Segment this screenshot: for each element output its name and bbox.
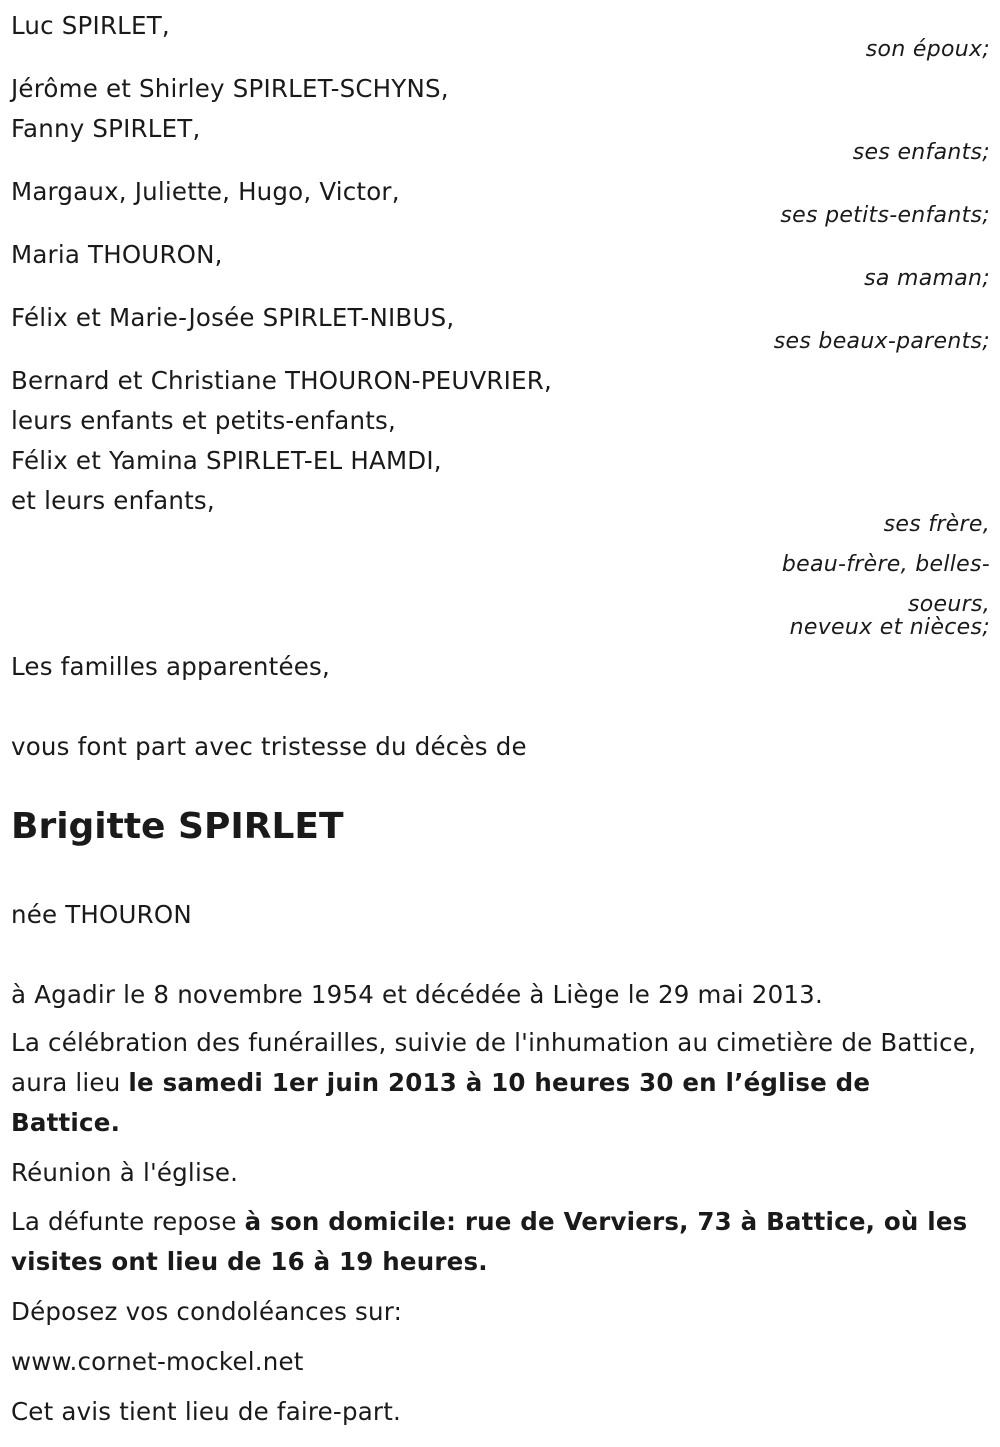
child-name: Jérôme et Shirley SPIRLET-SCHYNS, <box>11 74 449 103</box>
reunion-text: Réunion à l'église. <box>11 1158 239 1187</box>
viewing-text: La défunte repose <box>11 1207 245 1236</box>
child-name: Fanny SPIRLET, <box>11 114 201 143</box>
sibling-line: Félix et Yamina SPIRLET-EL HAMDI, <box>11 446 442 475</box>
siblings-relation: ses frère, <box>883 512 990 537</box>
in-laws-names: Félix et Marie-Josée SPIRLET-NIBUS, <box>11 303 455 332</box>
maiden-name: née THOURON <box>11 900 192 929</box>
sibling-line: leurs enfants et petits-enfants, <box>11 406 397 435</box>
mother-relation: sa maman; <box>864 266 990 291</box>
birth-death-dates: à Agadir le 8 novembre 1954 et décédée à Liège le 29 mai 2013. <box>11 980 823 1009</box>
deceased-name: Brigitte SPIRLET <box>11 806 344 847</box>
funeral-paragraph <box>11 1023 986 1143</box>
condolences-url[interactable]: www.cornet-mockel.net <box>11 1347 304 1376</box>
sibling-line: Bernard et Christiane THOURON-PEUVRIER, <box>11 366 552 395</box>
viewing-details: à son domicile: rue de Verviers, 73 à Battice, où les visites ont lieu de 16 à 19 heures. <box>11 1207 968 1276</box>
sibling-line: et leurs enfants, <box>11 486 215 515</box>
grandchildren-names: Margaux, Juliette, Hugo, Victor, <box>11 177 400 206</box>
siblings-relation: soeurs, <box>907 592 990 617</box>
viewing-paragraph <box>11 1202 986 1282</box>
children-relation: ses enfants; <box>852 140 990 165</box>
grandchildren-relation: ses petits-enfants; <box>780 203 990 228</box>
spouse-relation: son époux; <box>865 37 990 62</box>
related-families: Les familles apparentées, <box>11 652 330 681</box>
funeral-details: le samedi 1er juin 2013 à 10 heures 30 en l’église de Battice. <box>11 1068 871 1137</box>
mother-name: Maria THOURON, <box>11 240 223 269</box>
announcement-intro: vous font part avec tristesse du décès de <box>11 732 527 761</box>
spouse-name: Luc SPIRLET, <box>11 11 170 40</box>
siblings-relation: neveux et nièces; <box>789 615 990 640</box>
condolences-label: Déposez vos condoléances sur: <box>11 1297 403 1326</box>
in-laws-relation: ses beaux-parents; <box>773 329 990 354</box>
funeral-text: La célébration des funérailles, suivie de l'inhumation au cimetière de Battice, aura lieu <box>11 1028 977 1097</box>
siblings-relation: beau-frère, belles- <box>781 552 990 577</box>
closing-text: Cet avis tient lieu de faire-part. <box>11 1397 401 1426</box>
